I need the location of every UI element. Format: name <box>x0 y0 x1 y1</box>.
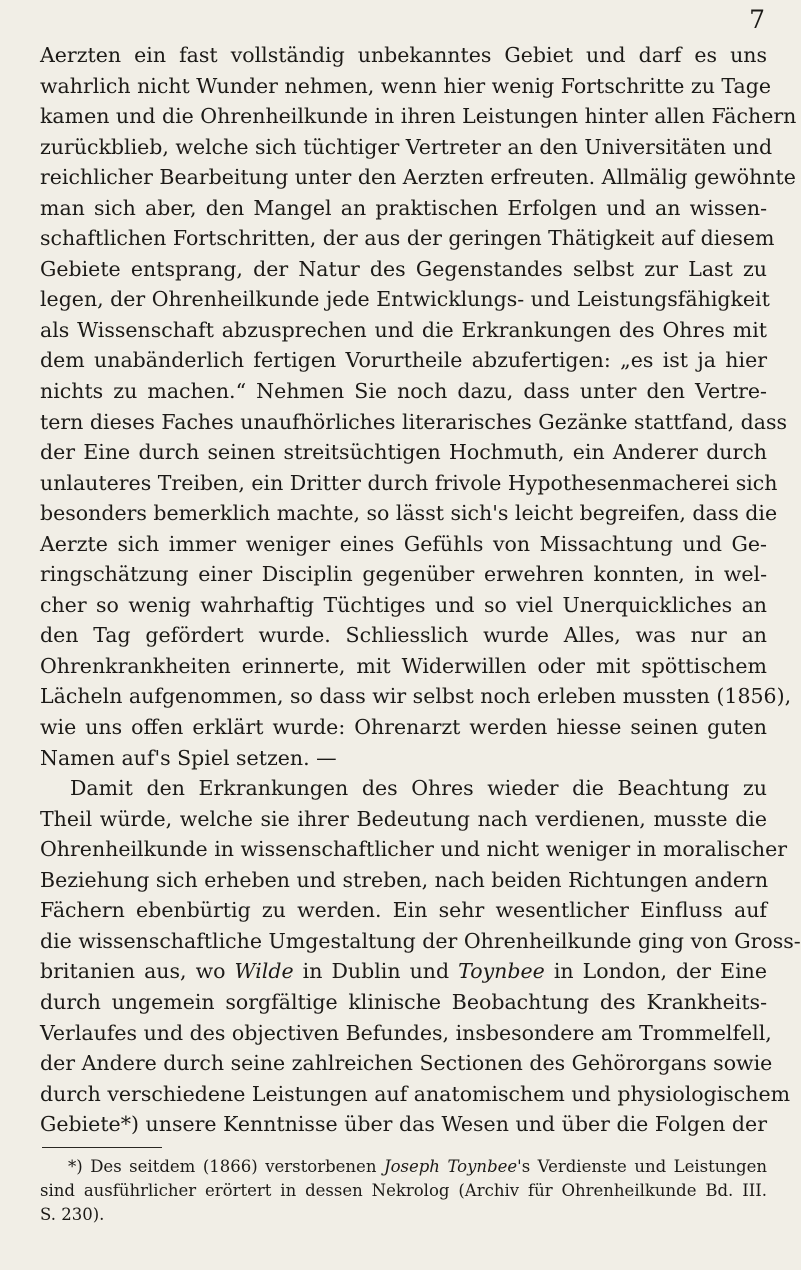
footnote-divider <box>42 1147 162 1148</box>
text-line: unlauteres Treiben, ein Dritter durch frivole Hypothesenmacherei sich <box>40 470 778 495</box>
person-name-toynbee: Toynbee <box>458 959 545 984</box>
text-line: Gebiete*) unsere Kenntnisse über das Wesen und über die Folgen der <box>40 1112 767 1137</box>
text-line: durch verschiedene Leistungen auf anatomischem und physiologischem <box>40 1081 791 1106</box>
text-line: besonders bemerklich machte, so lässt sich's leicht begreifen, dass die <box>40 501 778 526</box>
text-run: in Dublin und <box>293 959 459 984</box>
text-line: cher so wenig wahrhaftig Tüchtiges und so viel Unerquickliches an <box>40 592 767 617</box>
text-line: Namen auf's Spiel setzen. — <box>40 745 337 770</box>
text-line: ringschätzung einer Disciplin gegenüber erwehren konnten, in wel- <box>40 562 767 587</box>
person-name-wilde: Wilde <box>234 959 294 984</box>
text-line: legen, der Ohrenheilkunde jede Entwicklungs- und Leistungsfähigkeit <box>40 287 770 312</box>
text-line: dem unabänderlich fertigen Vorurtheile abzufertigen: „es ist ja hier <box>40 348 767 373</box>
text-line: wie uns offen erklärt wurde: Ohrenarzt werden hiesse seinen guten <box>40 715 767 740</box>
text-line: Lächeln aufgenommen, so dass wir selbst noch erleben mussten (1856), <box>40 684 792 709</box>
text-line: schaftlichen Fortschritten, der aus der geringen Thätigkeit auf diesem <box>40 226 775 251</box>
text-line: die wissenschaftliche Umgestaltung der Ohrenheilkunde ging von Gross- <box>40 928 801 953</box>
footnote-line <box>40 1155 767 1179</box>
text-line: der Eine durch seinen streitsüchtigen Hochmuth, ein Anderer durch <box>40 440 767 465</box>
footnote-line: S. 230). <box>40 1205 105 1224</box>
person-name-joseph-toynbee: Joseph Toynbee <box>383 1157 518 1176</box>
text-line: Ohrenkrankheiten erinnerte, mit Widerwillen oder mit spöttischem <box>40 653 767 678</box>
text-line: Fächern ebenbürtig zu werden. Ein sehr wesentlicher Einfluss auf <box>40 898 767 923</box>
text-line: nichts zu machen.“ Nehmen Sie noch dazu, dass unter den Vertre- <box>40 379 767 404</box>
footnote-line: sind ausführlicher erörtert in dessen Nekrolog (Archiv für Ohrenheilkunde Bd. III. <box>40 1181 767 1200</box>
footnote <box>40 1155 767 1227</box>
text-run: 's Verdienste und Leistungen <box>517 1157 767 1176</box>
page-number: 7 <box>749 5 765 34</box>
text-line: Ohrenheilkunde in wissenschaftlicher und nicht weniger in moralischer <box>40 837 788 862</box>
paragraph-2 <box>40 773 801 1140</box>
text-line: Aerzten ein fast vollständig unbekanntes Gebiet und darf es uns <box>40 43 767 67</box>
text-line: Theil würde, welche sie ihrer Bedeutung nach verdienen, musste die <box>40 806 767 831</box>
text-run: britanien aus, wo <box>40 959 235 984</box>
text-line: Verlaufes und des objectiven Befundes, insbesondere am Trommelfell, <box>40 1020 772 1045</box>
text-line: durch ungemein sorgfältige klinische Beobachtung des Krankheits- <box>40 989 767 1014</box>
text-line: zurückblieb, welche sich tüchtiger Vertreter an den Universitäten und <box>40 134 773 159</box>
text-line: kamen und die Ohrenheilkunde in ihren Leistungen hinter allen Fächern <box>40 104 797 129</box>
paragraph-1 <box>40 40 797 773</box>
text-line: der Andere durch seine zahlreichen Sectionen des Gehörorgans sowie <box>40 1051 773 1076</box>
text-run: in London, der Eine <box>544 959 767 984</box>
text-line: tern dieses Faches unaufhörliches literarisches Gezänke stattfand, dass <box>40 409 788 434</box>
text-line: Gebiete entsprang, der Natur des Gegenstandes selbst zur Last zu <box>40 256 767 281</box>
body-text <box>40 40 801 1140</box>
text-line: Aerzte sich immer weniger eines Gefühls von Missachtung und Ge- <box>40 531 767 556</box>
text-line: als Wissenschaft abzusprechen und die Erkrankungen des Ohres mit <box>40 317 767 342</box>
text-line: man sich aber, den Mangel an praktischen Erfolgen und an wissen- <box>40 195 767 220</box>
text-line: den Tag gefördert wurde. Schliesslich wurde Alles, was nur an <box>40 623 767 648</box>
text-line: wahrlich nicht Wunder nehmen, wenn hier wenig Fortschritte zu Tage <box>40 73 771 98</box>
text-line: Damit den Erkrankungen des Ohres wieder die Beachtung zu <box>70 776 767 801</box>
text-line: reichlicher Bearbeitung unter den Aerzten erfreuten. Allmälig gewöhnte <box>40 165 796 190</box>
text-run: *) Des seitdem (1866) verstorbenen <box>68 1157 384 1176</box>
text-line: Beziehung sich erheben und streben, nach beiden Richtungen andern <box>40 867 769 892</box>
text-line <box>40 956 767 987</box>
